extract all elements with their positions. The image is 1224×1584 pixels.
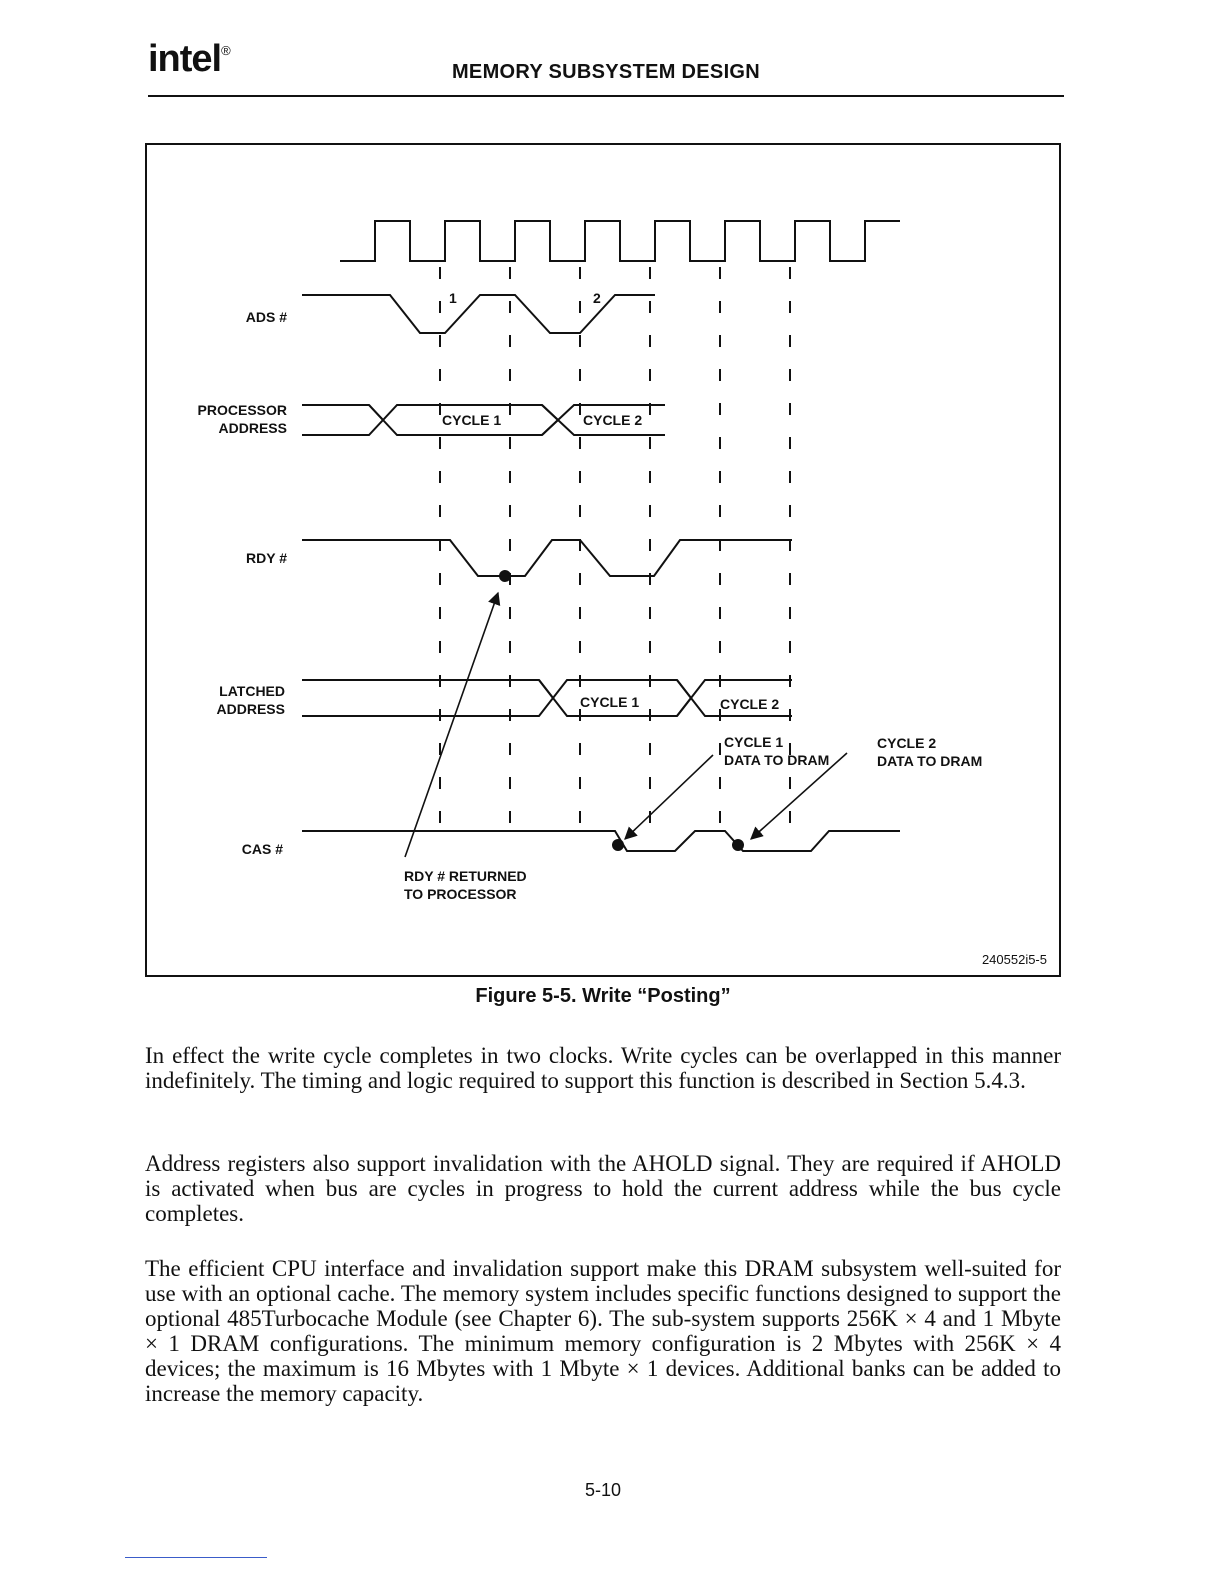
logo-text: intel [148, 38, 222, 80]
timing-diagram [147, 145, 1063, 979]
rdy-returned-label-1: RDY # RETURNED [404, 868, 527, 884]
footer-rule [125, 1557, 267, 1558]
cycle-1-data-arrow [625, 755, 713, 839]
figure-caption: Figure 5-5. Write “Posting” [475, 985, 731, 1007]
processor-address-label-1: PROCESSOR [197, 402, 287, 418]
cas-waveform [302, 831, 900, 851]
cas-cycle-1-dot [612, 839, 624, 851]
paragraph-write-cycle: In effect the write cycle completes in two clocks. Write cycles can be overlapped in this manner indefinitely. The timing and logic required to support this function is described in Section 5.4.3. [145, 1043, 1061, 1093]
header-rule [148, 95, 1064, 97]
latched-address-waveform [302, 680, 792, 716]
cycle-2-data-label-2: DATA TO DRAM [877, 753, 983, 769]
processor-address-label-2: ADDRESS [218, 420, 287, 436]
rdy-returned-arrow [405, 593, 498, 857]
rdy-returned-label-2: TO PROCESSOR [404, 886, 517, 902]
cas-cycle-2-dot [732, 839, 744, 851]
ads-cycle-mark-2: 2 [593, 290, 601, 306]
paragraph-cpu-interface: The efficient CPU interface and invalidation support make this DRAM subsystem well-suited for use with an optional cache. The memory system includes specific functions designed to support the optional 485Turbocache Module (see Chapter 6). The sub-system supports 256K × 4 and 1 Mbyte × 1 DRAM configurations. The minimum memory configuration is 2 Mbytes with 256K × 4 devices; the maximum is 16 Mbytes with 1 Mbyte × 1 devices. Additional banks can be added to increase the memory capacity. [145, 1256, 1061, 1406]
rdy-waveform [302, 540, 792, 576]
latched-address-cycle-1: CYCLE 1 [580, 694, 640, 710]
latched-address-label-1: LATCHED [219, 683, 285, 699]
cas-label: CAS # [241, 841, 283, 857]
page-number: 5-10 [584, 1480, 622, 1500]
rdy-sample-dot [499, 570, 511, 582]
cycle-1-data-label-2: DATA TO DRAM [724, 752, 830, 768]
figure-id: 240552i5-5 [981, 952, 1047, 967]
latched-address-cycle-2: CYCLE 2 [720, 696, 780, 712]
cycle-2-data-label-1: CYCLE 2 [877, 735, 937, 751]
latched-address-label-2: ADDRESS [216, 701, 285, 717]
running-header-title: MEMORY SUBSYSTEM DESIGN [451, 61, 761, 83]
processor-address-cycle-2: CYCLE 2 [583, 412, 643, 428]
registered-mark: ® [221, 43, 230, 58]
rdy-label: RDY # [246, 550, 287, 566]
ads-cycle-mark-1: 1 [449, 290, 457, 306]
processor-address-cycle-1: CYCLE 1 [442, 412, 502, 428]
timing-diagram-figure [145, 143, 1061, 977]
paragraph-address-registers: Address registers also support invalidation with the AHOLD signal. They are required if AHOLD is activated when bus are cycles in progress to hold the current address while the bus cycle completes. [145, 1151, 1061, 1226]
ads-waveform [302, 295, 655, 333]
ads-label: ADS # [245, 309, 287, 325]
clock-waveform [340, 221, 900, 261]
cycle-1-data-label-1: CYCLE 1 [724, 734, 784, 750]
